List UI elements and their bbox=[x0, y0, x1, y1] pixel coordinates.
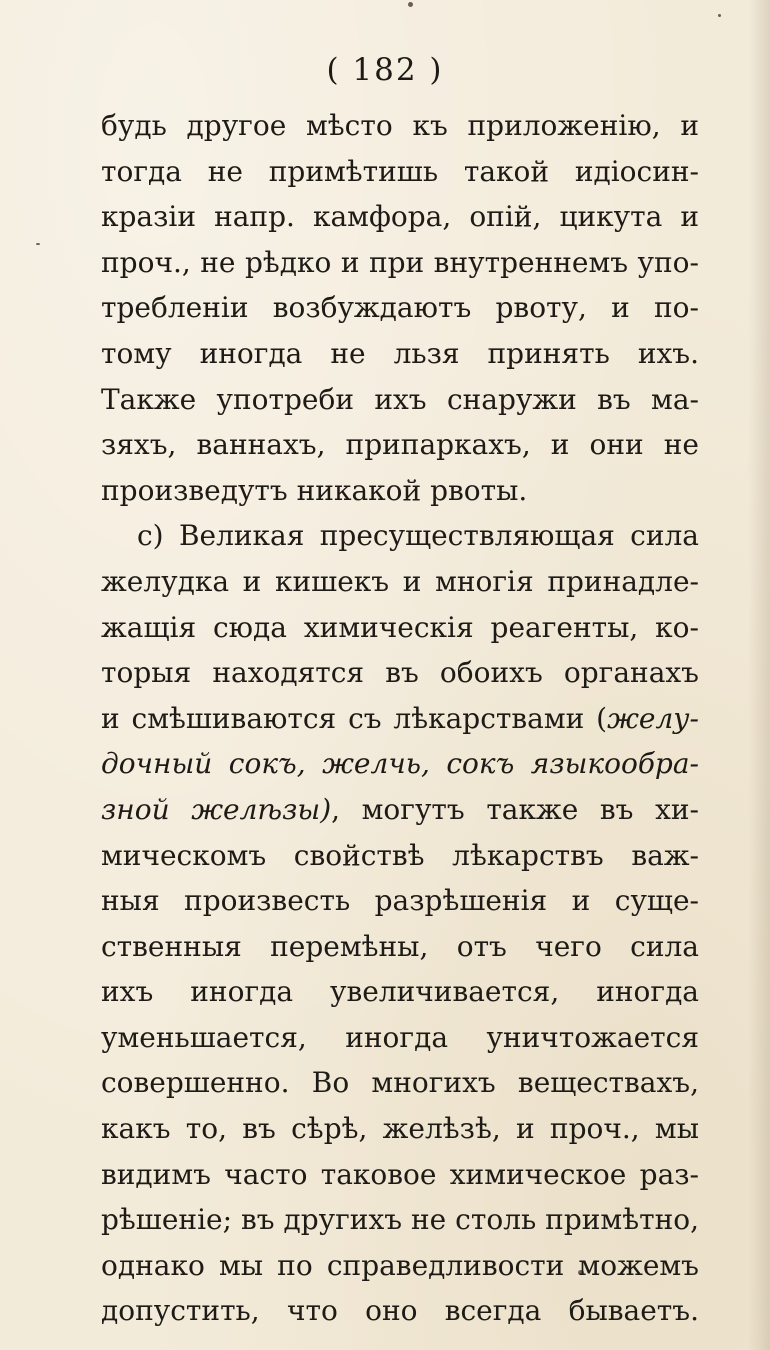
italic-text: дочный сокъ, желчь, сокъ языкообра- bbox=[101, 747, 699, 781]
text-run: видимъ часто таковое химическое раз- bbox=[101, 1157, 699, 1191]
text-run: какъ то, въ сѣрѣ, желѣзѣ, и проч., мы bbox=[101, 1112, 699, 1146]
page-edge-shadow bbox=[748, 0, 770, 1350]
text-run: c) Великая пресуществляющая сила bbox=[137, 519, 699, 553]
text-line bbox=[101, 331, 699, 377]
text-run: однако мы по справедливости можемъ bbox=[101, 1248, 699, 1282]
text-line bbox=[101, 422, 699, 468]
text-line bbox=[101, 969, 699, 1015]
text-run: совершенно. Во многихъ веществахъ, bbox=[101, 1066, 699, 1100]
ink-speck bbox=[408, 2, 413, 7]
text-line bbox=[101, 1152, 699, 1198]
text-run: проч., не рѣдко и при внутреннемъ упо- bbox=[101, 245, 699, 279]
text-run: требленiи возбуждаютъ рвоту, и по- bbox=[101, 291, 699, 325]
text-line bbox=[101, 924, 699, 970]
text-line bbox=[101, 878, 699, 924]
text-run: рѣшенiе; въ другихъ не столь примѣтно, bbox=[101, 1203, 699, 1237]
text-line bbox=[101, 833, 699, 879]
text-run: кразiи напр. камфора, опiй, цикута и bbox=[101, 200, 699, 234]
text-line bbox=[101, 559, 699, 605]
text-line bbox=[101, 240, 699, 286]
text-line bbox=[101, 377, 699, 423]
text-line bbox=[101, 1243, 699, 1289]
text-run: Также употреби ихъ снаружи въ ма- bbox=[101, 382, 699, 416]
italic-text: желу- bbox=[607, 701, 699, 735]
text-run: желудка и кишекъ и многiя принадле- bbox=[101, 564, 699, 598]
text-line bbox=[101, 605, 699, 651]
body-text bbox=[101, 103, 699, 1334]
text-run: ственныя перемѣны, отъ чего сила bbox=[101, 929, 699, 963]
text-run: тому иногда не льзя принять ихъ. bbox=[101, 336, 699, 370]
text-line bbox=[101, 741, 699, 787]
text-run: жащiя сюда химическiя реагенты, ко- bbox=[101, 610, 699, 644]
text-line bbox=[101, 1015, 699, 1061]
text-line bbox=[101, 650, 699, 696]
text-run: , могутъ также въ хи- bbox=[331, 792, 699, 826]
text-line bbox=[101, 149, 699, 195]
text-line bbox=[101, 1288, 699, 1334]
text-run: тогда не примѣтишь такой идiосин- bbox=[101, 154, 699, 188]
text-run: уменьшается, иногда уничтожается bbox=[101, 1020, 699, 1054]
ink-speck bbox=[36, 243, 40, 245]
text-run: торыя находятся въ обоихъ органахъ bbox=[101, 656, 699, 690]
text-run: ихъ иногда увеличивается, иногда bbox=[101, 975, 699, 1009]
text-run: ныя произвесть разрѣшенiя и суще- bbox=[101, 884, 699, 918]
text-line bbox=[101, 1197, 699, 1243]
italic-text: зной желѣзы) bbox=[101, 792, 332, 826]
text-run: будь другое мѣсто къ приложенiю, и bbox=[101, 109, 699, 142]
page-number: ( 182 ) bbox=[326, 52, 444, 88]
text-line bbox=[101, 194, 699, 240]
ink-speck bbox=[718, 14, 721, 17]
text-run: зяхъ, ваннахъ, припаркахъ, и они не bbox=[101, 428, 699, 462]
text-line bbox=[101, 696, 699, 742]
text-run: мическомъ свойствѣ лѣкарствъ важ- bbox=[101, 838, 699, 872]
text-line bbox=[101, 285, 699, 331]
text-line bbox=[101, 1106, 699, 1152]
text-line bbox=[101, 513, 699, 559]
text-line bbox=[101, 1060, 699, 1106]
text-run: допустить, что оно всегда бываетъ. bbox=[101, 1294, 699, 1328]
text-line bbox=[101, 468, 699, 514]
text-line bbox=[101, 103, 699, 149]
text-run: и смѣшиваются съ лѣкарствами ( bbox=[101, 701, 608, 735]
text-run: произведутъ никакой рвоты. bbox=[101, 473, 528, 507]
text-line bbox=[101, 787, 699, 833]
